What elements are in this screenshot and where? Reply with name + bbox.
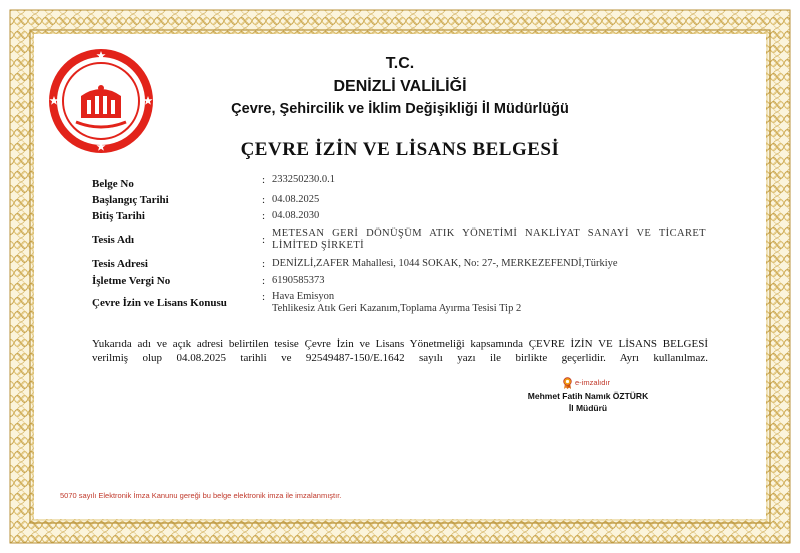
field-colon: : xyxy=(262,234,266,246)
rosette-icon xyxy=(563,377,572,389)
field-label: Bitiş Tarihi xyxy=(92,210,145,222)
signer-title: İl Müdürü xyxy=(568,403,608,413)
field-value: Hava Emisyon xyxy=(272,291,335,302)
e-signature-law-note: 5070 sayılı Elektronik İmza Kanunu gereği bu belge elektronik imza ile imzalanmıştır. xyxy=(60,491,342,500)
field-colon: : xyxy=(262,258,266,270)
field-label: Çevre İzin ve Lisans Konusu xyxy=(92,297,227,309)
field-colon: : xyxy=(262,194,266,206)
field-label: İşletme Vergi No xyxy=(92,275,171,287)
field-value: DENİZLİ,ZAFER Mahallesi, 1044 SOKAK, No: 27-, MERKEZEFENDİ,Türkiye xyxy=(272,258,618,269)
field-value: METESAN GERİ DÖNÜŞÜM ATIK YÖNETİMİ NAKLİYAT SANAYİ VE TİCARET xyxy=(272,228,706,239)
header-directorate: Çevre, Şehircilik ve İklim Değişikliği İl Müdürlüğü xyxy=(231,101,569,117)
signer-block xyxy=(488,390,688,414)
e-signature-badge xyxy=(563,376,610,389)
field-label: Tesis Adresi xyxy=(92,258,148,270)
field-colon: : xyxy=(262,275,266,287)
field-value: 6190585373 xyxy=(272,275,325,286)
field-value-continued: LİMİTED ŞİRKETİ xyxy=(272,240,365,251)
field-label: Başlangıç Tarihi xyxy=(92,194,169,206)
document-title: ÇEVRE İZİN VE LİSANS BELGESİ xyxy=(240,139,560,160)
validity-statement xyxy=(92,337,708,365)
signer-name: Mehmet Fatih Namık ÖZTÜRK xyxy=(527,391,649,401)
field-value: 04.08.2030 xyxy=(272,210,320,221)
field-colon: : xyxy=(262,210,266,222)
field-value: 233250230.0.1 xyxy=(272,174,335,185)
header-governorship: DENİZLİ VALİLİĞİ xyxy=(333,78,467,95)
field-label: Belge No xyxy=(92,178,134,190)
field-value: 04.08.2025 xyxy=(272,194,320,205)
field-value-continued: Tehlikesiz Atık Geri Kazanım,Toplama Ayırma Tesisi Tip 2 xyxy=(272,303,522,314)
field-label: Tesis Adı xyxy=(92,234,135,246)
e-signature-label: e-imzalıdır xyxy=(575,378,611,387)
statement-line-1: Yukarıda adı ve açık adresi belirtilen tesise Çevre İzin ve Lisans Yönetmeliği kapsamında ÇEVRE İZİN VE LİSANS BELGESİ xyxy=(92,338,708,350)
field-colon: : xyxy=(262,174,266,186)
field-colon: : xyxy=(262,291,266,303)
statement-line-2: verilmiş olup 04.08.2025 tarihli ve 92549487-150/E.1642 sayılı yazı ile birlikte geçerlidir. Ayrı kullanılmaz. xyxy=(92,352,708,364)
header-tc: T.C. xyxy=(385,55,415,72)
